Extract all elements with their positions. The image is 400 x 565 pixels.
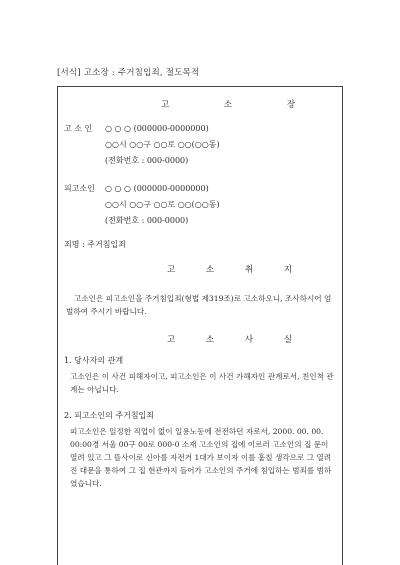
complaint-form-frame [57, 86, 343, 565]
section1-heading: 1. 당사자의 관계 [64, 356, 124, 365]
section2-body: 피고소인은 일정한 직업이 없이 일용노동에 전전하던 자로서, 2000. 00. 00. 00:00경 서울 00구 00로 000-0 소재 고소인의 집에 이르러 고소인의 집 문이 열려 있고 그 뜰사이로 신아를 자전거 1대가 보이자 이를 훔칠 생각으로 그 열려진 대문을 통하여 그 집 현관까지 들어가 고소인의 주거에 침입하는 범죄를 범하였습니다. [70, 427, 332, 488]
complainant-address: ○○시 ○○구 ○○로 ○○(○○동) [105, 140, 220, 149]
defendant-phone: (전화번호 : 000-0000) [105, 216, 189, 225]
purpose-heading: 고 소 취 지 [167, 265, 306, 275]
complainant-label: 고 소 인 [64, 124, 93, 133]
purpose-body: 고소인은 피고소인을 주거침입죄(형법 제319조)로 고소하오니, 조사하시어 엄벌하여 주시기 바랍니다. [66, 294, 332, 316]
complainant-phone: (전화번호 : 000-0000) [105, 156, 189, 165]
document-caption: [서식] 고소장 : 주거침입죄, 절도목적 [57, 68, 200, 78]
document-title: 고 소 장 [161, 100, 322, 110]
facts-heading: 고 소 사 실 [167, 335, 306, 345]
complainant-id: ○ ○ ○ (000000-0000000) [105, 124, 209, 133]
defendant-id: ○ ○ ○ (000000-0000000) [105, 184, 209, 193]
defendant-label: 피고소인 [64, 184, 95, 193]
section2-heading: 2. 피고소인의 주거침입죄 [64, 411, 154, 420]
section1-body: 고소인은 이 사건 피해자이고, 피고소인은 이 사건 가해자인 관계로서, 친인척 관계는 아닙니다. [70, 372, 334, 394]
charge-line: 죄명 : 주거침입죄 [64, 240, 126, 249]
defendant-address: ○○시 ○○구 ○○로 ○○(○○동) [105, 200, 220, 209]
